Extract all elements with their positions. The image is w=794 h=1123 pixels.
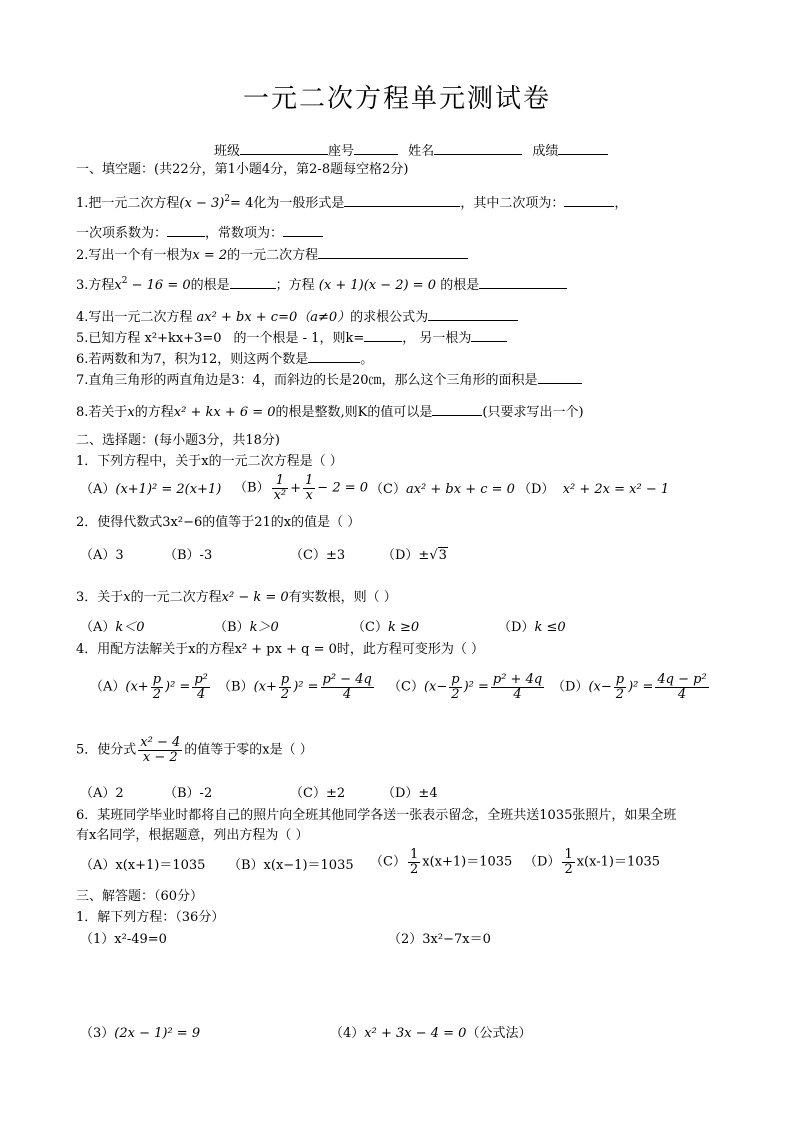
choice-q1-option-d[interactable]: （D） x² + 2x = x² − 1 — [518, 482, 670, 497]
fill-q6: 6.若两数和为7，积为12，则这两个数是 。 — [76, 352, 374, 367]
solve-q1-part2: （2）3x²−7x＝0 — [388, 932, 491, 947]
q1-linear-coef-blank[interactable] — [167, 224, 205, 237]
q6-blank[interactable] — [308, 350, 360, 363]
name-blank[interactable] — [434, 142, 522, 155]
choice-q3-option-d[interactable]: （D）k ≤0 — [498, 620, 566, 635]
q5-k-blank[interactable] — [364, 329, 402, 342]
q4-formula-blank[interactable] — [428, 308, 518, 321]
choice-q5-option-c[interactable]: （C）±2 — [290, 786, 346, 801]
choice-q4-option-a[interactable]: （A）(x+ $\frac{p}{2}$ )² = $\frac{\text{p²}}{4}$ — [90, 672, 208, 702]
choice-q5-option-d[interactable]: （D）±4 — [382, 786, 438, 801]
fraction: $\frac{1}{2}$ — [564, 847, 573, 877]
choice-q4-option-d[interactable]: （D）(x− $\frac{p}{2}$ )² = $\frac{\text{4q − p²}}{4}$ — [552, 672, 707, 702]
choice-q6-option-b[interactable]: （B）x(x−1)＝1035 — [228, 858, 354, 873]
q1-quadratic-term-blank[interactable] — [564, 194, 614, 207]
q5-other-root-blank[interactable] — [471, 329, 507, 342]
fill-q3: 3.方程$x^2 - 16 = 0$的根是 ；方程 (x + 1)(x − 2) = 0 的根是 — [76, 276, 567, 294]
fill-q1-cont: 一次项系数为： ，常数项为： — [76, 224, 323, 242]
choice-q3-option-c[interactable]: （C）k ≥0 — [352, 620, 420, 635]
q3-root2-blank[interactable] — [479, 276, 567, 289]
class-label: 班级 — [214, 144, 241, 159]
name-label: 姓名 — [408, 144, 435, 159]
sqrt-sign: √ — [429, 548, 438, 563]
choice-q1: 1．下列方程中，关于x的一元二次方程是（ ） — [76, 454, 343, 469]
choice-q3-option-a[interactable]: （A）k＜0 — [80, 620, 145, 635]
q2-blank[interactable] — [318, 246, 468, 259]
fraction: $\frac{1}{2}$ — [409, 847, 419, 877]
choice-q2-option-b[interactable]: （B）-3 — [164, 548, 213, 563]
q3-root1-blank[interactable] — [230, 276, 276, 289]
q7-blank[interactable] — [538, 371, 582, 384]
choice-q2-option-d[interactable]: （D）±√3 — [382, 548, 447, 563]
class-blank[interactable] — [240, 142, 328, 155]
section1-heading: 一、填空题：(共22分，第1小题4分，第2-8题每空格2分) — [76, 162, 409, 177]
choice-q5: 5．使分式 $\frac{\text{x² − 4}}{x - 2}$ 的值等于零的x是（ ） — [76, 735, 313, 765]
score-blank[interactable] — [558, 142, 608, 155]
seat-label: 座号 — [328, 144, 355, 159]
choice-q1-option-c[interactable]: （C）ax² + bx + c = 0 — [370, 482, 515, 497]
choice-q5-option-b[interactable]: （B）-2 — [164, 786, 213, 801]
section2-heading: 二、选择题：(每小题3分，共18分) — [76, 433, 280, 448]
fill-q1: 1.把一元二次方程$(x - 3)^2= 4$化为一般形式是 ，其中二次项为： ， — [76, 194, 628, 211]
choice-q6-line2: 有x名同学，根据题意，列出方程为（ ） — [76, 828, 309, 843]
fraction: $\frac{1}{x}$ — [305, 473, 314, 503]
choice-q3-option-b[interactable]: （B）k＞0 — [214, 620, 279, 635]
fraction: $\frac{1}{\text{x²}}$ — [273, 473, 287, 503]
fill-q8: 8.若关于x的方程x² + kx + 6 = 0的根是整数,则K的值可以是 (只要求写出一个) — [76, 405, 584, 420]
q1-general-form-blank[interactable] — [344, 194, 460, 207]
choice-q1-option-a[interactable]: （A）(x+1)² = 2(x+1) — [80, 482, 222, 497]
fraction: $\frac{\text{x² − 4}}{x - 2}$ — [140, 735, 181, 765]
student-info-row — [214, 142, 608, 160]
choice-q5-option-a[interactable]: （A）2 — [80, 786, 124, 801]
q1-constant-blank[interactable] — [283, 224, 323, 237]
choice-q2-option-c[interactable]: （C）±3 — [290, 548, 346, 563]
choice-q4-option-c[interactable]: （C）(x− $\frac{p}{2}$ )² = $\frac{\text{p² + 4q}}{4}$ — [388, 672, 543, 702]
score-label: 成绩 — [532, 144, 559, 159]
fill-q7: 7.直角三角形的两直角边是3：4，而斜边的长是20㎝，那么这个三角形的面积是 — [76, 371, 582, 389]
fill-q5: 5.已知方程 x²+kx+3=0 的一个根是 - 1，则k= ， 另一根为 — [76, 329, 507, 347]
choice-q6-line1: 6．某班同学毕业时都将自己的照片向全班其他同学各送一张表示留念，全班共送1035张照片，如果全班 — [76, 808, 677, 823]
choice-q4-option-b[interactable]: （B）(x+ $\frac{p}{2}$ )² = $\frac{\text{p² − 4q}}{4}$ — [218, 672, 372, 702]
choice-q6-option-c[interactable]: （C） $\frac{1}{2}$ x(x+1)＝1035 — [370, 847, 513, 877]
solve-q1: 1．解下列方程：（36分） — [76, 910, 225, 925]
choice-q4: 4．用配方法解关于x的方程x² + px + q = 0时，此方程可变形为（ ） — [76, 642, 484, 657]
choice-q2: 2．使得代数式3x²−6的值等于21的x的值是（ ） — [76, 515, 361, 530]
solve-q1-part3: （3）(2x − 1)² = 9 — [80, 1026, 201, 1041]
q8-blank[interactable] — [432, 403, 482, 416]
choice-q1-option-b[interactable]: （B） $\frac{1}{\text{x²}}$ + $\frac{1}{x}$ − 2 = 0 — [234, 473, 369, 503]
fill-q4: 4.写出一元二次方程 ax² + bx + c=0（a≠0）的求根公式为 — [76, 308, 518, 326]
solve-q1-part4: （4）x² + 3x − 4 = 0（公式法） — [330, 1026, 532, 1041]
choice-q3: 3．关于x的一元二次方程x² − k = 0有实数根，则（ ） — [76, 590, 397, 605]
choice-q6-option-d[interactable]: （D） $\frac{1}{2}$ x(x-1)＝1035 — [524, 847, 661, 877]
solve-q1-part1: （1）x²-49=0 — [80, 932, 167, 947]
seat-blank[interactable] — [354, 142, 398, 155]
page-title: 一元二次方程单元测试卷 — [242, 84, 551, 114]
section3-heading: 三、解答题：（60分） — [76, 889, 204, 904]
choice-q6-option-a[interactable]: （A）x(x+1)＝1035 — [80, 858, 206, 873]
choice-q2-option-a[interactable]: （A）3 — [80, 548, 124, 563]
fill-q2: 2.写出一个有一根为x = 2的一元二次方程 — [76, 246, 468, 264]
